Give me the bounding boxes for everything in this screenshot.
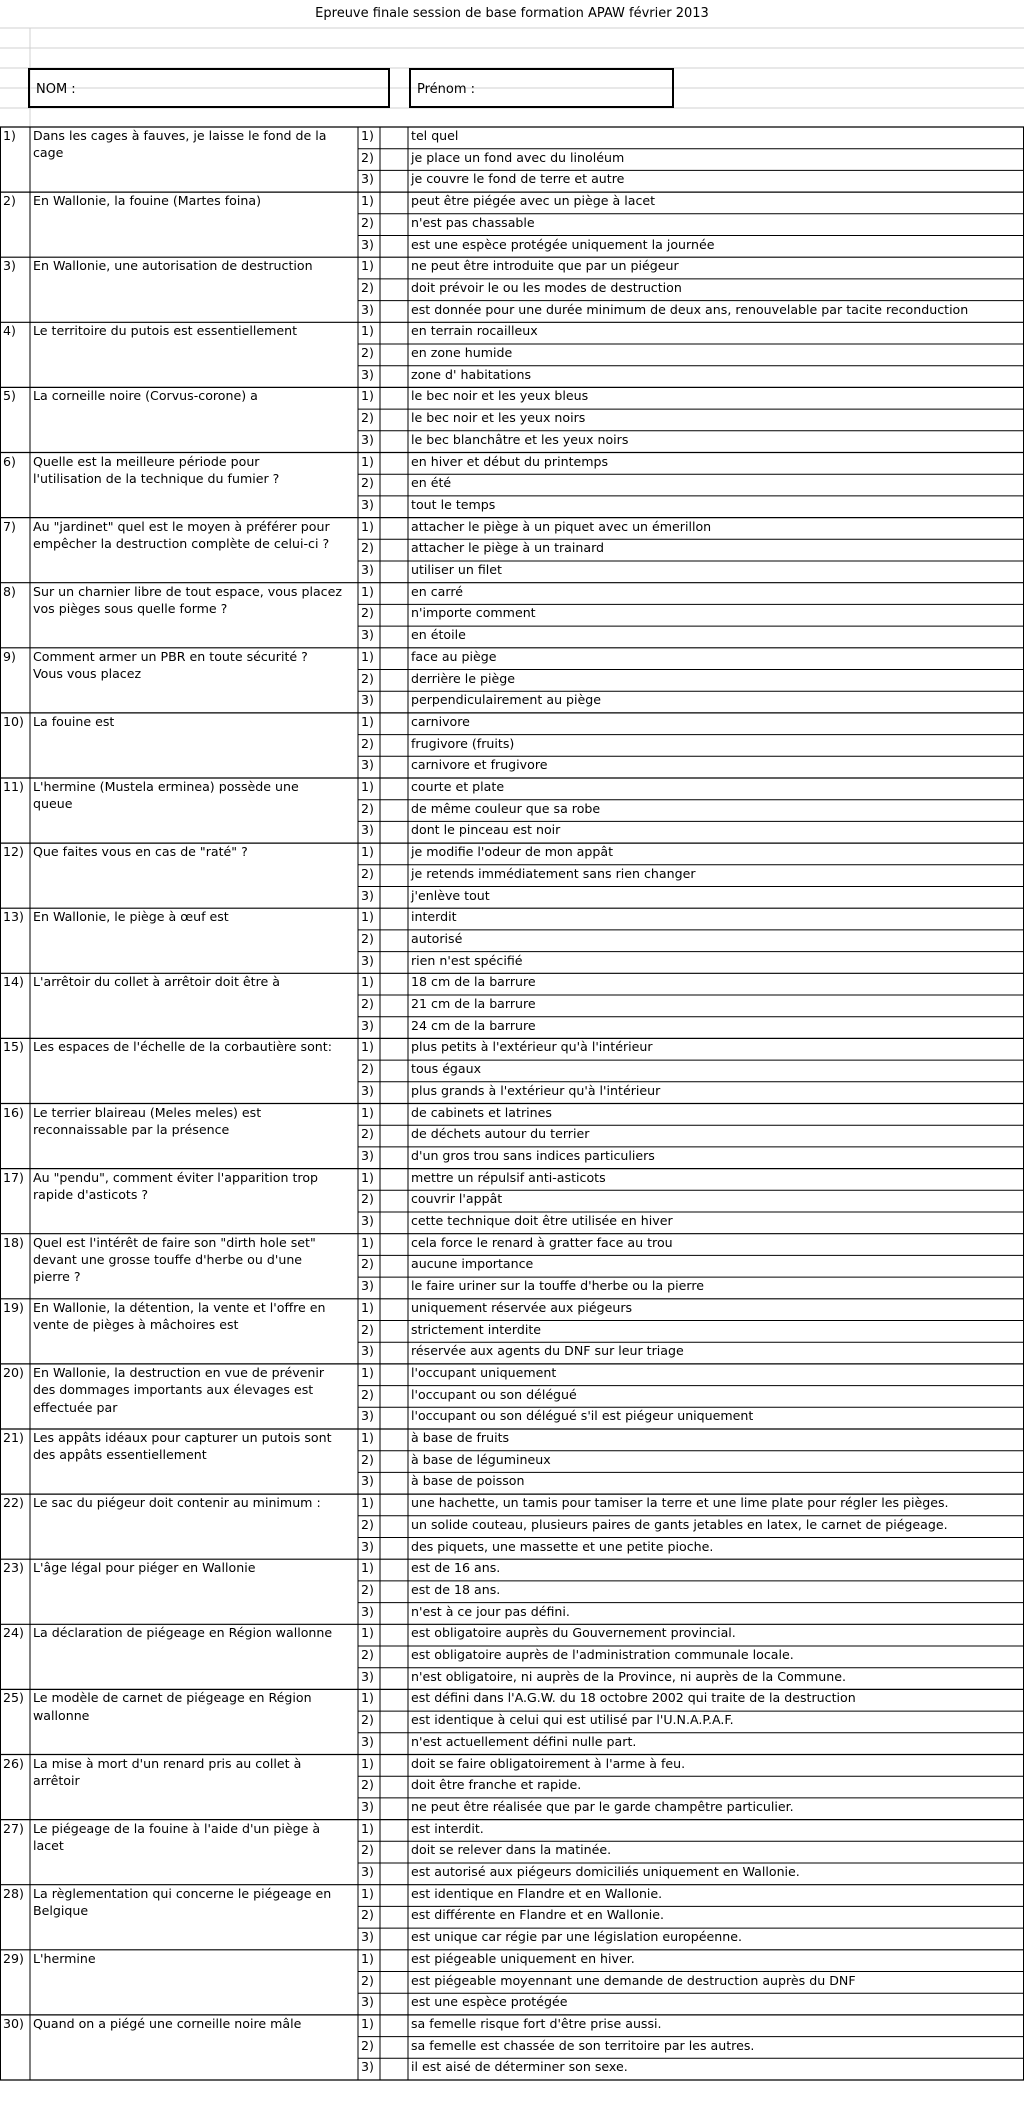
answer-option: réservée aux agents du DNF sur leur triage (411, 1343, 684, 1359)
answer-number: 2) (361, 279, 374, 295)
question-text: L'hermine (33, 1950, 96, 1966)
answer-option: je modifie l'odeur de mon appât (411, 844, 614, 860)
answer-option: de déchets autour du terrier (411, 1126, 590, 1142)
question-number: 6) (3, 453, 16, 469)
answer-number: 1) (361, 193, 374, 209)
answer-option: est identique en Flandre et en Wallonie. (411, 1885, 663, 1901)
question-text: Quel est l'intérêt de faire son "dirth hole set" (33, 1234, 316, 1250)
answer-number: 2) (361, 1647, 374, 1662)
question-number: 26) (3, 1755, 24, 1771)
answer-number: 3) (361, 496, 374, 512)
answer-number: 3) (361, 1082, 374, 1098)
question-text: empêcher la destruction complète de celui-ci ? (33, 535, 330, 551)
answer-number: 1) (361, 713, 374, 729)
answer-option: n'est actuellement défini nulle part. (411, 1733, 637, 1749)
answer-option: n'importe comment (411, 605, 536, 621)
answer-number: 1) (361, 518, 374, 534)
question-text: Le sac du piégeur doit contenir au minimum : (33, 1495, 321, 1511)
answer-number: 1) (361, 1950, 374, 1966)
answer-option: uniquement réservée aux piégeurs (411, 1299, 633, 1315)
question-text: Quand on a piégé une corneille noire mâle (33, 2015, 302, 2031)
answer-number: 1) (361, 1755, 374, 1771)
answer-number: 2) (361, 345, 374, 360)
answer-option: en été (411, 475, 452, 491)
question-text: Le modèle de carnet de piégeage en Région (33, 1690, 312, 1706)
answer-number: 3) (361, 1278, 374, 1294)
answer-option: il est aisé de déterminer son sexe. (411, 2059, 628, 2075)
question-text: l'utilisation de la technique du fumier ? (33, 470, 280, 486)
answer-number: 2) (361, 1126, 374, 1142)
answer-option: de cabinets et latrines (411, 1104, 552, 1120)
answer-number: 2) (361, 1777, 374, 1793)
answer-option: utiliser un filet (411, 562, 502, 577)
answer-option: dont le pinceau est noir (411, 822, 561, 838)
answer-option: 18 cm de la barrure (411, 974, 536, 990)
answer-option: couvrir l'appât (411, 1191, 503, 1207)
answer-option: des piquets, une massette et une petite pioche. (411, 1538, 714, 1554)
answer-option: tous égaux (411, 1061, 482, 1077)
answer-number: 3) (361, 2059, 374, 2075)
answer-number: 1) (361, 1234, 374, 1250)
answer-option: en hiver et début du printemps (411, 453, 609, 469)
question-number: 29) (3, 1950, 24, 1966)
answer-number: 2) (361, 1581, 374, 1597)
question-text: rapide d'asticots ? (33, 1186, 149, 1202)
answer-option: doit être franche et rapide. (411, 1777, 582, 1793)
answer-number: 2) (361, 149, 374, 165)
answer-number: 3) (361, 1668, 374, 1684)
question-text: La mise à mort d'un renard pris au collet à (33, 1755, 302, 1771)
answer-option: le bec noir et les yeux noirs (411, 410, 586, 426)
question-text: pierre ? (33, 1269, 81, 1285)
answer-option: est différente en Flandre et en Wallonie. (411, 1907, 665, 1923)
answer-number: 2) (361, 214, 374, 230)
question-number: 9) (3, 648, 16, 664)
answer-option: autorisé (411, 930, 463, 946)
question-text: Que faites vous en cas de "raté" ? (33, 844, 248, 860)
answer-number: 3) (361, 1213, 374, 1228)
answer-number: 2) (361, 1972, 374, 1988)
answer-number: 1) (361, 1364, 374, 1380)
answer-option: sa femelle est chassée de son territoire par les autres. (411, 2037, 755, 2053)
question-text: La règlementation qui concerne le piégeage en (33, 1885, 332, 1901)
answer-option: est autorisé aux piégeurs domiciliés uniquement en Wallonie. (411, 1864, 800, 1879)
answer-option: l'occupant ou son délégué s'il est piégeur uniquement (411, 1408, 754, 1424)
answer-number: 1) (361, 128, 374, 143)
answer-option: frugivore (fruits) (411, 735, 515, 751)
answer-option: plus grands à l'extérieur qu'à l'intérieur (411, 1082, 661, 1098)
answer-option: zone d' habitations (411, 366, 532, 382)
answer-option: n'est obligatoire, ni auprès de la Province, ni auprès de la Commune. (411, 1668, 846, 1684)
answer-option: tel quel (411, 128, 459, 143)
question-text: arrêtoir (33, 1772, 80, 1788)
question-text: Au "jardinet" quel est le moyen à préférer pour (33, 518, 330, 534)
answer-number: 2) (361, 475, 374, 491)
question-number: 19) (3, 1299, 24, 1315)
answer-number: 3) (361, 1408, 374, 1424)
answer-number: 1) (361, 648, 374, 664)
question-number: 8) (3, 583, 16, 599)
answer-number: 2) (361, 1842, 374, 1858)
answer-option: est une espèce protégée uniquement la journée (411, 236, 715, 252)
question-number: 28) (3, 1885, 24, 1901)
answer-option: est piégeable uniquement en hiver. (411, 1950, 635, 1966)
question-text: devant une grosse touffe d'herbe ou d'une (33, 1252, 303, 1268)
answer-number: 3) (361, 1798, 374, 1814)
answer-option: à base de poisson (411, 1473, 525, 1489)
answer-number: 3) (361, 1538, 374, 1554)
answer-option: à base de légumineux (411, 1451, 551, 1467)
answer-option: peut être piégée avec un piège à lacet (411, 193, 656, 209)
nom-field[interactable] (28, 68, 390, 108)
answer-option: doit se relever dans la matinée. (411, 1842, 612, 1858)
answer-option: en zone humide (411, 345, 513, 360)
answer-number: 1) (361, 258, 374, 274)
answer-number: 2) (361, 1256, 374, 1272)
question-number: 15) (3, 1039, 24, 1055)
answer-option: en carré (411, 583, 463, 599)
question-number: 24) (3, 1625, 24, 1641)
answer-number: 3) (361, 822, 374, 838)
question-number: 21) (3, 1430, 24, 1445)
answer-number: 3) (361, 301, 374, 317)
answer-number: 3) (361, 1473, 374, 1489)
question-text: des appâts essentiellement (33, 1447, 207, 1463)
answer-number: 1) (361, 1104, 374, 1120)
answer-option: n'est pas chassable (411, 214, 535, 230)
answer-number: 2) (361, 1386, 374, 1402)
answer-number: 2) (361, 1516, 374, 1532)
answer-option: un solide couteau, plusieurs paires de gants jetables en latex, le carnet de piégeage. (411, 1516, 948, 1532)
question-number: 22) (3, 1495, 24, 1511)
question-text: L'hermine (Mustela erminea) possède une (33, 779, 299, 794)
answer-number: 2) (361, 865, 374, 881)
answer-option: attacher le piège à un piquet avec un émerillon (411, 518, 712, 534)
answer-option: j'enlève tout (411, 887, 490, 903)
answer-number: 1) (361, 1625, 374, 1641)
answer-number: 1) (361, 453, 374, 469)
answer-number: 3) (361, 692, 374, 708)
question-text: Belgique (33, 1903, 89, 1919)
question-text: En Wallonie, la détention, la vente et l'offre en (33, 1299, 326, 1315)
answer-option: le bec blanchâtre et les yeux noirs (411, 431, 629, 447)
answer-number: 1) (361, 1885, 374, 1901)
answer-number: 3) (361, 236, 374, 252)
answer-option: est unique car régie par une législation européenne. (411, 1929, 742, 1945)
answer-number: 2) (361, 930, 374, 946)
answer-option: le bec noir et les yeux bleus (411, 388, 589, 404)
question-text: queue (33, 796, 73, 812)
answer-option: cela force le renard à gratter face au trou (411, 1234, 673, 1250)
question-text: Les appâts idéaux pour capturer un putois sont (33, 1430, 332, 1445)
answer-option: est obligatoire auprès de l'administration communale locale. (411, 1647, 794, 1662)
question-text: Les espaces de l'échelle de la corbautière sont: (33, 1039, 332, 1055)
answer-number: 2) (361, 1061, 374, 1077)
answer-option: est défini dans l'A.G.W. du 18 octobre 2002 qui traite de la destruction (411, 1690, 856, 1706)
answer-option: est piégeable moyennant une demande de destruction auprès du DNF (411, 1972, 856, 1988)
answer-number: 1) (361, 2015, 374, 2031)
question-text: vos pièges sous quelle forme ? (33, 601, 228, 617)
question-text: La corneille noire (Corvus-corone) a (33, 388, 258, 404)
answer-number: 2) (361, 1321, 374, 1337)
question-text: effectuée par (33, 1399, 118, 1415)
answer-number: 3) (361, 366, 374, 382)
question-number: 5) (3, 388, 16, 404)
answer-number: 2) (361, 605, 374, 621)
answer-number: 3) (361, 757, 374, 773)
answer-number: 3) (361, 1733, 374, 1749)
answer-option: mettre un répulsif anti-asticots (411, 1169, 606, 1185)
answer-number: 2) (361, 1451, 374, 1467)
answer-option: courte et plate (411, 779, 505, 794)
question-number: 7) (3, 518, 16, 534)
question-number: 17) (3, 1169, 24, 1185)
answer-option: d'un gros trou sans indices particuliers (411, 1147, 655, 1163)
answer-option: est obligatoire auprès du Gouvernement provincial. (411, 1625, 736, 1641)
answer-option: rien n'est spécifié (411, 952, 523, 968)
answer-number: 3) (361, 1343, 374, 1359)
question-text: En Wallonie, le piège à œuf est (33, 909, 229, 925)
answer-option: plus petits à l'extérieur qu'à l'intérieur (411, 1039, 653, 1055)
answer-number: 3) (361, 1603, 374, 1619)
answer-number: 2) (361, 540, 374, 556)
answer-number: 1) (361, 1690, 374, 1706)
question-text: Vous vous placez (33, 666, 142, 682)
question-text: Quelle est la meilleure période pour (33, 453, 260, 469)
nom-label: NOM : (36, 82, 76, 97)
answer-number: 1) (361, 1495, 374, 1511)
question-text: reconnaissable par la présence (33, 1121, 230, 1137)
question-text: Au "pendu", comment éviter l'apparition trop (33, 1169, 319, 1185)
question-text: wallonne (33, 1707, 90, 1723)
question-number: 13) (3, 909, 24, 925)
question-number: 10) (3, 713, 24, 729)
question-text: Le territoire du putois est essentiellement (33, 323, 298, 339)
answer-number: 1) (361, 583, 374, 599)
answer-number: 3) (361, 887, 374, 903)
question-text: La déclaration de piégeage en Région wallonne (33, 1625, 333, 1641)
question-number: 2) (3, 193, 16, 209)
answer-number: 2) (361, 410, 374, 426)
question-text: Sur un charnier libre de tout espace, vous placez (33, 583, 342, 599)
answer-number: 3) (361, 952, 374, 968)
question-text: L'arrêtoir du collet à arrêtoir doit être à (33, 974, 280, 990)
question-number: 25) (3, 1690, 24, 1706)
answer-option: ne peut être introduite que par un piégeur (411, 258, 679, 274)
answer-number: 1) (361, 974, 374, 990)
question-text: lacet (33, 1837, 64, 1853)
answer-option: perpendiculairement au piège (411, 692, 602, 708)
answer-option: le faire uriner sur la touffe d'herbe ou la pierre (411, 1278, 704, 1294)
answer-option: doit prévoir le ou les modes de destruction (411, 279, 682, 295)
answer-option: 24 cm de la barrure (411, 1017, 536, 1033)
question-number: 4) (3, 323, 16, 339)
question-number: 27) (3, 1820, 24, 1836)
question-number: 14) (3, 974, 24, 990)
answer-option: l'occupant ou son délégué (411, 1386, 577, 1402)
question-number: 30) (3, 2015, 24, 2031)
answer-option: derrière le piège (411, 670, 516, 686)
question-number: 20) (3, 1364, 24, 1380)
answer-number: 1) (361, 1299, 374, 1315)
sheet-title: Epreuve finale session de base formation APAW février 2013 (315, 6, 709, 21)
answer-number: 1) (361, 1169, 374, 1185)
answer-option: cette technique doit être utilisée en hiver (411, 1213, 673, 1228)
answer-number: 2) (361, 2037, 374, 2053)
answer-number: 2) (361, 1712, 374, 1728)
answer-number: 3) (361, 627, 374, 643)
question-text: En Wallonie, une autorisation de destruction (33, 258, 313, 274)
answer-option: je place un fond avec du linoléum (411, 149, 625, 165)
answer-option: une hachette, un tamis pour tamiser la terre et une lime plate pour régler les pièges. (411, 1495, 949, 1511)
question-text: En Wallonie, la destruction en vue de prévenir (33, 1364, 325, 1380)
answer-number: 1) (361, 323, 374, 339)
prenom-field[interactable] (409, 68, 674, 108)
answer-option: je retends immédiatement sans rien changer (411, 865, 696, 881)
question-number: 11) (3, 779, 24, 794)
question-text: Comment armer un PBR en toute sécurité ? (33, 648, 308, 664)
answer-option: face au piège (411, 648, 497, 664)
answer-number: 3) (361, 1147, 374, 1163)
answer-number: 1) (361, 1560, 374, 1576)
prenom-label: Prénom : (417, 82, 476, 97)
answer-option: doit se faire obligatoirement à l'arme à feu. (411, 1755, 686, 1771)
answer-option: interdit (411, 909, 457, 925)
answer-number: 1) (361, 909, 374, 925)
answer-option: aucune importance (411, 1256, 534, 1272)
question-number: 18) (3, 1234, 24, 1250)
question-text: L'âge légal pour piéger en Wallonie (33, 1560, 256, 1576)
answer-number: 1) (361, 844, 374, 860)
answer-number: 1) (361, 1430, 374, 1445)
question-number: 23) (3, 1560, 24, 1576)
question-text: En Wallonie, la fouine (Martes foina) (33, 193, 261, 209)
answer-option: 21 cm de la barrure (411, 996, 536, 1011)
answer-option: tout le temps (411, 496, 496, 512)
question-text: Le terrier blaireau (Meles meles) est (33, 1104, 262, 1120)
answer-option: en étoile (411, 627, 466, 643)
answer-option: strictement interdite (411, 1321, 542, 1337)
answer-number: 1) (361, 388, 374, 404)
answer-number: 3) (361, 431, 374, 447)
answer-number: 3) (361, 1929, 374, 1945)
answer-number: 1) (361, 1039, 374, 1055)
answer-number: 2) (361, 1191, 374, 1207)
question-number: 3) (3, 258, 16, 274)
answer-option: en terrain rocailleux (411, 323, 538, 339)
answer-number: 3) (361, 562, 374, 577)
question-text: Dans les cages à fauves, je laisse le fond de la (33, 128, 327, 143)
answer-number: 3) (361, 171, 374, 187)
answer-option: à base de fruits (411, 1430, 510, 1445)
answer-option: sa femelle risque fort d'être prise aussi. (411, 2015, 662, 2031)
answer-option: est interdit. (411, 1820, 484, 1836)
answer-number: 2) (361, 996, 374, 1011)
answer-number: 2) (361, 670, 374, 686)
question-text: cage (33, 145, 64, 161)
question-number: 12) (3, 844, 24, 860)
answer-option: est donnée pour une durée minimum de deux ans, renouvelable par tacite reconduction (411, 301, 969, 317)
answer-number: 2) (361, 800, 374, 816)
answer-option: je couvre le fond de terre et autre (411, 171, 625, 187)
answer-option: n'est à ce jour pas défini. (411, 1603, 570, 1619)
answer-option: est une espèce protégée (411, 1994, 568, 2010)
question-text: vente de pièges à mâchoires est (33, 1317, 239, 1333)
question-text: des dommages importants aux élevages est (33, 1382, 314, 1398)
answer-option: est de 18 ans. (411, 1581, 501, 1597)
answer-number: 2) (361, 1907, 374, 1923)
answer-number: 1) (361, 1820, 374, 1836)
answer-option: attacher le piège à un trainard (411, 540, 605, 556)
answer-option: carnivore et frugivore (411, 757, 548, 773)
question-text: Le piégeage de la fouine à l'aide d'un piège à (33, 1820, 321, 1836)
answer-option: carnivore (411, 713, 470, 729)
answer-number: 3) (361, 1864, 374, 1879)
answer-number: 2) (361, 735, 374, 751)
answer-option: est identique à celui qui est utilisé par l'U.N.A.P.A.F. (411, 1712, 734, 1728)
answer-number: 1) (361, 779, 374, 794)
answer-number: 3) (361, 1017, 374, 1033)
answer-option: de même couleur que sa robe (411, 800, 601, 816)
answer-option: ne peut être réalisée que par le garde champêtre particulier. (411, 1798, 794, 1814)
answer-option: l'occupant uniquement (411, 1364, 557, 1380)
question-number: 16) (3, 1104, 24, 1120)
question-number: 1) (3, 128, 16, 143)
answer-number: 3) (361, 1994, 374, 2010)
answer-option: est de 16 ans. (411, 1560, 501, 1576)
question-text: La fouine est (33, 713, 115, 729)
